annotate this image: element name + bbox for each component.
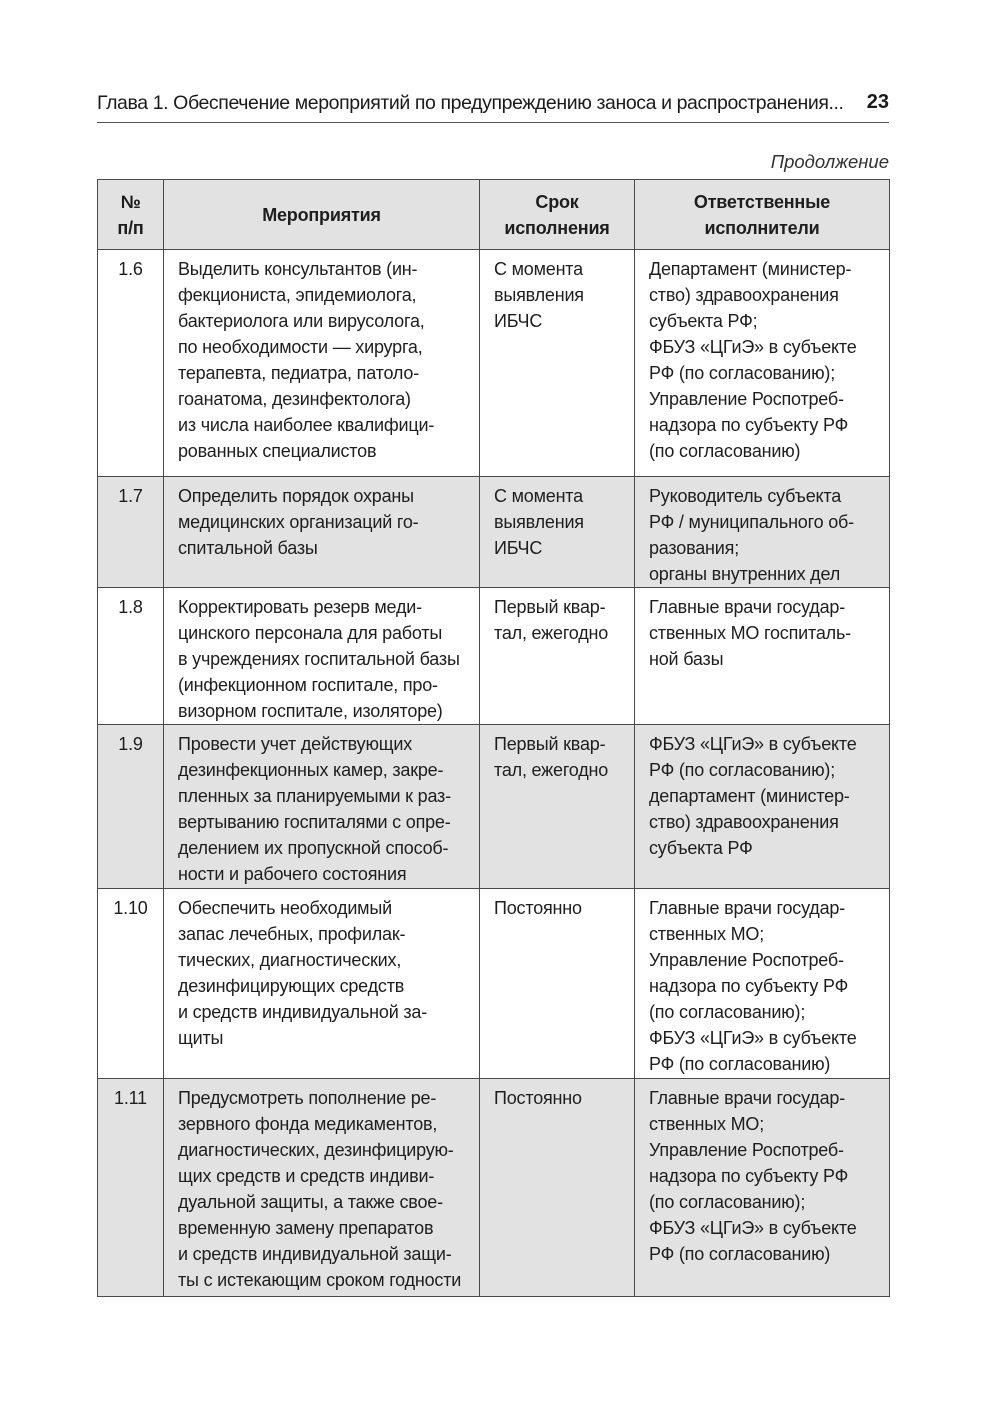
measure-cell-line: фекциониста, эпидемиолога, — [178, 285, 417, 305]
table-row — [98, 725, 890, 889]
measure-cell-line: дезинфекционных камер, закре- — [178, 760, 444, 780]
responsible-cell-line: Главные врачи государ- — [649, 597, 846, 617]
header-responsible — [635, 180, 890, 250]
measure-cell-line: в учреждениях госпитальной базы — [178, 649, 460, 669]
table-row — [98, 250, 890, 477]
responsible-cell-line: департамент (министер- — [649, 786, 850, 806]
row-number: 1.8 — [98, 588, 164, 725]
header-measures-line: Мероприятия — [262, 204, 381, 225]
responsible-cell-line: органы внутренних дел — [649, 564, 841, 584]
deadline-cell — [480, 1079, 635, 1297]
measure-cell-line: по необходимости — хирурга, — [178, 337, 423, 357]
measure-cell-line: бактериолога или вирусолога, — [178, 311, 425, 331]
measure-cell-line: спитальной базы — [178, 538, 318, 558]
responsible-cell-line: ственных МО; — [649, 924, 765, 944]
responsible-cell-line: Управление Роспотреб- — [649, 1140, 844, 1160]
deadline-cell-line: тал, ежегодно — [494, 623, 609, 643]
header-responsible-line: Ответственные — [693, 191, 831, 212]
measure-cell-line: Предусмотреть пополнение ре- — [178, 1088, 437, 1108]
responsible-cell-line: Главные врачи государ- — [649, 898, 846, 918]
deadline-cell-line: Первый квар- — [494, 597, 606, 617]
deadline-cell-line: тал, ежегодно — [494, 760, 609, 780]
responsible-cell-line: ственных МО; — [649, 1114, 765, 1134]
table-row — [98, 889, 890, 1079]
row-number: 1.11 — [98, 1079, 164, 1297]
measure-cell-line: гоанатома, дезинфектолога) — [178, 389, 411, 409]
responsible-cell-line: (по согласованию); — [649, 1002, 806, 1022]
measure-cell-line: Определить порядок охраны — [178, 486, 414, 506]
header-number-line: п/п — [117, 217, 144, 238]
responsible-cell-line: Департамент (министер- — [649, 259, 852, 279]
continuation-label: Продолжение — [770, 151, 889, 172]
table-body — [98, 250, 890, 1297]
row-number: 1.9 — [98, 725, 164, 889]
header-number-line: № — [120, 191, 141, 212]
page-number: 23 — [866, 91, 889, 113]
deadline-cell-line: С момента — [494, 259, 583, 279]
responsible-cell-line: РФ (по согласованию); — [649, 760, 836, 780]
header-deadline — [480, 180, 635, 250]
responsible-cell-line: Руководитель субъекта — [649, 486, 842, 506]
responsible-cell-line: ство) здравоохранения — [649, 285, 839, 305]
chapter-title: Глава 1. Обеспечение мероприятий по предупреждению заноса и распространения... — [97, 92, 844, 114]
deadline-cell-line: ИБЧС — [494, 311, 543, 331]
measure-cell-line: тических, диагностических, — [178, 950, 402, 970]
responsible-cell-line: ФБУЗ «ЦГиЭ» в субъекте — [649, 734, 857, 754]
responsible-cell-line: надзора по субъекту РФ — [649, 415, 849, 435]
deadline-cell-line: Постоянно — [494, 898, 582, 918]
measure-cell-line: цинского персонала для работы — [178, 623, 443, 643]
measure-cell-line: Корректировать резерв меди- — [178, 597, 422, 617]
measure-cell-line: ности и рабочего состояния — [178, 864, 407, 884]
deadline-cell-line: выявления — [494, 512, 584, 532]
header-number — [98, 180, 164, 250]
responsible-cell-line: ство) здравоохранения — [649, 812, 839, 832]
header-deadline-line: исполнения — [504, 217, 610, 238]
measure-cell-line: запас лечебных, профилак- — [178, 924, 406, 944]
measure-cell-line: ты с истекающим сроком годности — [178, 1270, 462, 1290]
measure-cell-line: терапевта, педиатра, патоло- — [178, 363, 419, 383]
responsible-cell-line: Управление Роспотреб- — [649, 950, 844, 970]
measure-cell-line: из числа наиболее квалифици- — [178, 415, 435, 435]
responsible-cell — [635, 588, 890, 725]
running-header — [97, 88, 889, 123]
responsible-cell — [635, 477, 890, 588]
measure-cell-line: временную замену препаратов — [178, 1218, 434, 1238]
responsible-cell — [635, 889, 890, 1079]
deadline-cell-line: С момента — [494, 486, 583, 506]
measure-cell-line: визорном госпитале, изоляторе) — [178, 701, 443, 721]
responsible-cell-line: субъекта РФ — [649, 838, 753, 858]
row-number: 1.7 — [98, 477, 164, 588]
measure-cell-line: щиты — [178, 1028, 224, 1048]
deadline-cell — [480, 250, 635, 477]
table-row — [98, 477, 890, 588]
responsible-cell-line: разования; — [649, 538, 739, 558]
measure-cell-line: диагностических, дезинфицирую- — [178, 1140, 454, 1160]
responsible-cell — [635, 250, 890, 477]
responsible-cell-line: РФ (по согласованию) — [649, 1054, 831, 1074]
deadline-cell-line: выявления — [494, 285, 584, 305]
deadline-cell-line: Первый квар- — [494, 734, 606, 754]
table-header-row — [98, 180, 890, 250]
responsible-cell-line: ФБУЗ «ЦГиЭ» в субъекте — [649, 1218, 857, 1238]
measures-table — [97, 179, 890, 1297]
row-number: 1.10 — [98, 889, 164, 1079]
header-responsible-line: исполнители — [704, 217, 820, 238]
responsible-cell-line: надзора по субъекту РФ — [649, 1166, 849, 1186]
deadline-cell — [480, 588, 635, 725]
measure-cell-line: делением их пропускной способ- — [178, 838, 449, 858]
responsible-cell-line: (по согласованию) — [649, 441, 801, 461]
measure-cell-line: дезинфицирующих средств — [178, 976, 405, 996]
measure-cell-line: Провести учет действующих — [178, 734, 413, 754]
measure-cell-line: пленных за планируемыми к раз- — [178, 786, 451, 806]
responsible-cell-line: надзора по субъекту РФ — [649, 976, 849, 996]
responsible-cell-line: ФБУЗ «ЦГиЭ» в субъекте — [649, 1028, 857, 1048]
measure-cell-line: рованных специалистов — [178, 441, 377, 461]
responsible-cell-line: РФ / муниципального об- — [649, 512, 854, 532]
measure-cell — [164, 725, 480, 889]
responsible-cell-line: Главные врачи государ- — [649, 1088, 846, 1108]
measure-cell-line: вертыванию госпиталями с опре- — [178, 812, 451, 832]
responsible-cell-line: (по согласованию); — [649, 1192, 806, 1212]
header-measures — [164, 180, 480, 250]
measure-cell — [164, 588, 480, 725]
deadline-cell-line: Постоянно — [494, 1088, 582, 1108]
responsible-cell — [635, 1079, 890, 1297]
measure-cell-line: и средств индивидуальной за- — [178, 1002, 428, 1022]
header-deadline-line: Срок — [535, 191, 579, 212]
table-row — [98, 588, 890, 725]
measure-cell — [164, 477, 480, 588]
deadline-cell — [480, 889, 635, 1079]
measure-cell-line: зервного фонда медикаментов, — [178, 1114, 438, 1134]
responsible-cell-line: ФБУЗ «ЦГиЭ» в субъекте — [649, 337, 857, 357]
responsible-cell-line: ственных МО госпиталь- — [649, 623, 851, 643]
responsible-cell-line: РФ (по согласованию) — [649, 1244, 831, 1264]
measure-cell-line: и средств индивидуальной защи- — [178, 1244, 452, 1264]
responsible-cell-line: Управление Роспотреб- — [649, 389, 844, 409]
measure-cell — [164, 889, 480, 1079]
responsible-cell-line: субъекта РФ; — [649, 311, 758, 331]
measure-cell-line: (инфекционном госпитале, про- — [178, 675, 438, 695]
deadline-cell — [480, 725, 635, 889]
measure-cell — [164, 1079, 480, 1297]
responsible-cell — [635, 725, 890, 889]
measure-cell-line: медицинских организаций го- — [178, 512, 419, 532]
measure-cell-line: щих средств и средств индиви- — [178, 1166, 435, 1186]
measure-cell-line: дуальной защиты, а также свое- — [178, 1192, 443, 1212]
row-number: 1.6 — [98, 250, 164, 477]
responsible-cell-line: РФ (по согласованию); — [649, 363, 836, 383]
table-row — [98, 1079, 890, 1297]
measure-cell — [164, 250, 480, 477]
measure-cell-line: Обеспечить необходимый — [178, 898, 392, 918]
measure-cell-line: Выделить консультантов (ин- — [178, 259, 418, 279]
deadline-cell-line: ИБЧС — [494, 538, 543, 558]
deadline-cell — [480, 477, 635, 588]
responsible-cell-line: ной базы — [649, 649, 724, 669]
